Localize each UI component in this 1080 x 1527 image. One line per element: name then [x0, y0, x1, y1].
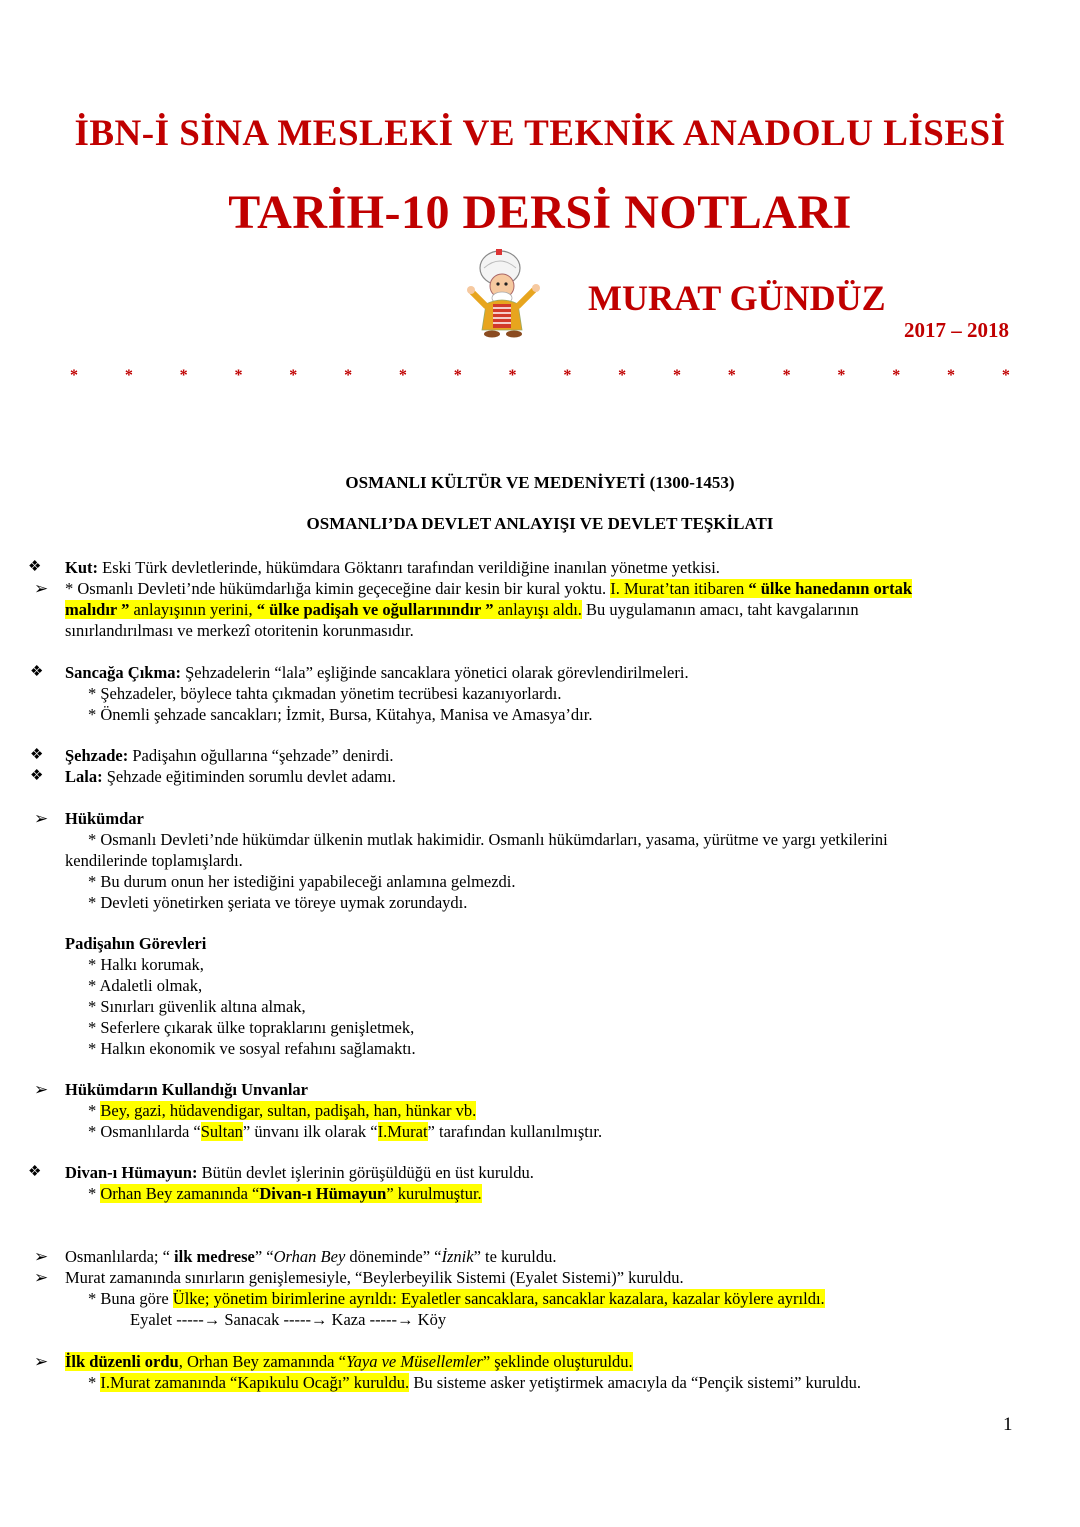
- diamond-bullet-icon: ❖: [30, 664, 44, 680]
- duty-item: * Sınırları güvenlik altına almak,: [88, 997, 306, 1016]
- star: *: [508, 367, 517, 384]
- succession-line-2: malıdır ” anlayışının yerini, “ ülke padişah ve oğullarınındır ” anlayışı aldı. Bu uygulamanın amacı, taht kavgalarının: [65, 600, 859, 619]
- mascot-illustration: [462, 246, 548, 338]
- subsection-heading: OSMANLI’DA DEVLET ANLAYIŞI VE DEVLET TEŞKİLATI: [306, 514, 774, 533]
- ruler-note-1b: kendilerinde toplamışlardı.: [65, 851, 243, 870]
- divan-note: * Orhan Bey zamanında “Divan-ı Hümayun” kurulmuştur.: [88, 1184, 482, 1203]
- star: *: [344, 367, 353, 384]
- course-title: TARİH-10 DERSİ NOTLARI: [228, 186, 852, 239]
- succession-line-1: * Osmanlı Devleti’nde hükümdarlığa kimin geçeceğine dair kesin bir kural yoktu. I. Murat’tan itibaren “ ülke hanedanın ortak: [65, 579, 913, 598]
- madrasa-note: Osmanlılarda; “ ilk medrese” “Orhan Bey döneminde” “İznik” te kuruldu.: [65, 1247, 557, 1266]
- star: *: [1001, 367, 1010, 384]
- duty-item: * Seferlere çıkarak ülke topraklarını genişletmek,: [88, 1018, 415, 1037]
- arrow-bullet-icon: ➢: [34, 1268, 49, 1287]
- star: *: [947, 367, 955, 384]
- author-name: MURAT GÜNDÜZ: [588, 278, 886, 318]
- diamond-bullet-icon: ❖: [28, 1164, 42, 1180]
- ruler-note-3: * Devleti yönetirken şeriata ve töreye uymak zorundaydı.: [88, 893, 468, 912]
- arrow-bullet-icon: ➢: [34, 809, 49, 828]
- star: *: [618, 367, 627, 384]
- succession-line-3: sınırlandırılması ve merkezî otoritenin korunmasıdır.: [65, 621, 414, 640]
- diamond-bullet-icon: ❖: [30, 768, 44, 784]
- school-year: 2017 – 2018: [904, 318, 1009, 342]
- sancak-note-2: * Önemli şehzade sancakları; İzmit, Bursa, Kütahya, Manisa ve Amasya’dır.: [88, 705, 593, 724]
- star: *: [727, 367, 736, 384]
- star: *: [289, 367, 298, 384]
- admin-hierarchy-chain: Eyalet -----→ Sanacak -----→ Kaza -----→ Köy: [130, 1310, 447, 1329]
- diamond-bullet-icon: ❖: [28, 559, 42, 575]
- star: *: [892, 367, 901, 384]
- section-heading: OSMANLI KÜLTÜR VE MEDENİYETİ (1300-1453): [345, 473, 735, 492]
- diamond-bullet-icon: ❖: [30, 747, 44, 763]
- duties-title: Padişahın Görevleri: [65, 934, 207, 953]
- sultan-note: * Osmanlılarda “Sultan” ünvanı ilk olarak “I.Murat” tarafından kullanılmıştır.: [88, 1122, 603, 1141]
- star: *: [782, 367, 791, 384]
- ruler-note-1: * Osmanlı Devleti’nde hükümdar ülkenin mutlak hakimidir. Osmanlı hükümdarları, yasama, yürütme ve yargı yetkilerini: [88, 830, 888, 849]
- arrow-bullet-icon: ➢: [34, 1080, 49, 1099]
- star: *: [124, 367, 133, 384]
- sancak-note-1: * Şehzadeler, böylece tahta çıkmadan yönetim tecrübesi kazanıyorlardı.: [88, 684, 562, 703]
- duty-item: * Halkı korumak,: [88, 955, 204, 974]
- ruler-title: Hükümdar: [65, 809, 144, 828]
- star: *: [453, 367, 462, 384]
- province-system-note: Murat zamanında sınırların genişlemesiyle, “Beylerbeyilik Sistemi (Eyalet Sistemi)” kuruldu.: [65, 1268, 684, 1287]
- star: *: [837, 367, 846, 384]
- army-note: İlk düzenli ordu, Orhan Bey zamanında “Yaya ve Müsellemler” şeklinde oluşturuldu.: [65, 1352, 633, 1371]
- star: *: [234, 367, 243, 384]
- page-number: 1: [1003, 1414, 1013, 1435]
- definition-sehzade: Şehzade: Padişahın oğullarına “şehzade” denirdi.: [65, 746, 394, 765]
- kapikulu-note: * I.Murat zamanında “Kapıkulu Ocağı” kuruldu. Bu sisteme asker yetiştirmek amacıyla da “Pençik sistemi” kuruldu.: [88, 1373, 861, 1392]
- arrow-bullet-icon: ➢: [34, 1352, 49, 1371]
- definition-kut: Kut: Eski Türk devletlerinde, hükümdara Göktanrı tarafından verildiğine inanılan yönetme yetkisi.: [65, 558, 720, 577]
- duty-item: * Adaletli olmak,: [88, 976, 203, 995]
- titles-list: * Bey, gazi, hüdavendigar, sultan, padişah, han, hünkar vb.: [88, 1101, 477, 1120]
- definition-sancak: Sancağa Çıkma: Şehzadelerin “lala” eşliğinde sancaklara yönetici olarak görevlendirilmeleri.: [65, 663, 689, 682]
- duty-item: * Halkın ekonomik ve sosyal refahını sağlamaktı.: [88, 1039, 416, 1058]
- star: *: [70, 367, 78, 384]
- province-division-note: * Buna göre Ülke; yönetim birimlerine ayrıldı: Eyaletler sancaklara, sancaklar kazalara, kazalar köylere ayrıldı.: [88, 1289, 825, 1308]
- star-divider: [70, 367, 1010, 385]
- ruler-note-2: * Bu durum onun her istediğini yapabileceği anlamına gelmezdi.: [88, 872, 516, 891]
- definition-divan: Divan-ı Hümayun: Bütün devlet işlerinin görüşüldüğü en üst kuruldu.: [65, 1163, 534, 1182]
- definition-lala: Lala: Şehzade eğitiminden sorumlu devlet adamı.: [65, 767, 396, 786]
- arrow-bullet-icon: ➢: [34, 1247, 49, 1266]
- star: *: [179, 367, 188, 384]
- star: *: [563, 367, 572, 384]
- school-title: İBN-İ SİNA MESLEKİ VE TEKNİK ANADOLU LİSESİ: [74, 113, 1006, 154]
- star: *: [398, 367, 407, 384]
- star: *: [672, 367, 681, 384]
- arrow-bullet-icon: ➢: [34, 579, 49, 598]
- titles-heading: Hükümdarın Kullandığı Unvanlar: [65, 1080, 308, 1099]
